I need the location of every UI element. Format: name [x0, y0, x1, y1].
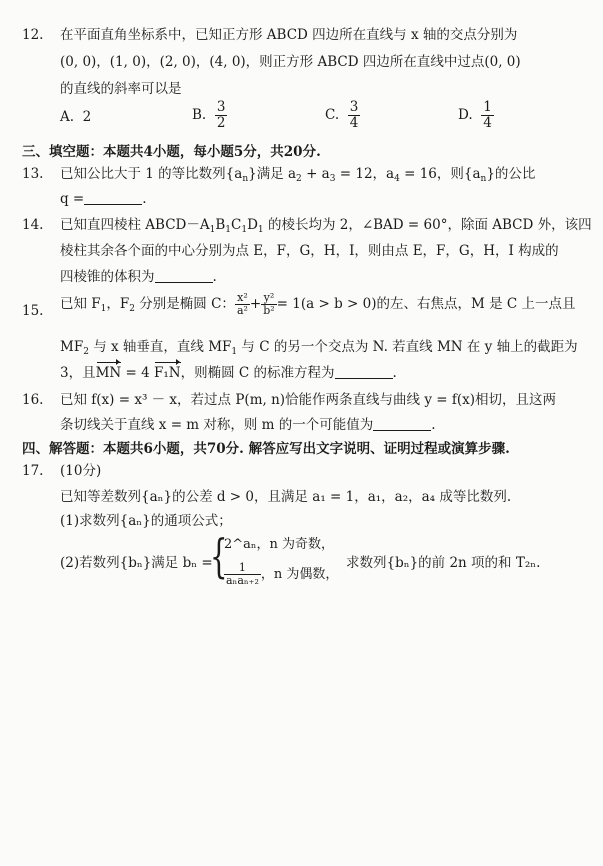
q15-fraction-x: $\frac{\text{x²}}{\text{a²}}$	[236, 291, 248, 317]
q17-part2	[0, 529, 603, 596]
q13-answer-blank[interactable]	[84, 192, 142, 205]
q15-number: 15.	[22, 303, 44, 319]
q15-fraction-y: $\frac{\text{y²}}{\text{b²}}$	[263, 291, 275, 317]
q14-text-1: 已知直四棱柱 $ABCD-A_1B_1C_1D_1$ 的棱长均为 2，∠BAD = 60°，除面 ABCD 外，该四	[60, 217, 592, 235]
q12-option-c: C. $\frac{3}{4}$	[325, 99, 359, 131]
piecewise-case-odd: 2^aₙ，n 为奇数，	[224, 537, 335, 552]
q17-part2-suffix: 求数列{bₙ}的前 2n 项的和 T₂ₙ.	[346, 555, 541, 571]
q14-text-3: 四棱锥的体积为 .	[60, 269, 217, 285]
q17-text-1: 已知等差数列{aₙ}的公差 d > 0，且满足 a₁ = 1，a₁，a₂，a₄ 成等比数列.	[60, 489, 512, 505]
q12-number: 12.	[22, 27, 44, 43]
q16-text-1: 已知 f(x) = x³ － x，若过点 P(m, n)恰能作两条直线与曲线 y = f(x)相切，且这两	[60, 392, 556, 408]
q15-answer-blank[interactable]	[335, 366, 393, 379]
piecewise-case-even: $\frac{1}{\text{aₙaₙ₊₂}}$ ，n 为偶数，	[226, 561, 339, 587]
q13-text-1: 已知公比大于 1 的等比数列$\{a_n\}$满足 $a_2 + a_3 = 12$，$a_4 = 16$，则$\{a_n\}$的公比	[60, 166, 536, 184]
q12-options	[0, 100, 603, 140]
q13-number: 13.	[22, 166, 44, 182]
q17-number: 17.	[22, 463, 44, 479]
q12-option-a: A. 2	[60, 109, 92, 125]
q12-option-d: D. $\frac{1}{4}$	[458, 99, 492, 131]
piecewise-fraction: $\frac{1}{\text{aₙaₙ₊₂}}$	[226, 561, 259, 587]
q13-text-2: q = .	[60, 191, 147, 207]
q15-text-3: 3，且MN = 4 F₁N，则椭圆 C 的标准方程为 .	[60, 365, 397, 381]
q12-option-b: B. $\frac{3}{2}$	[192, 99, 226, 131]
vector-mn: MN	[95, 365, 122, 381]
q12-option-b-fraction: $\frac{3}{2}$	[216, 99, 226, 131]
piecewise-brace: {	[210, 529, 228, 583]
q12-option-d-fraction: $\frac{1}{4}$	[483, 99, 492, 131]
q12-text-1: 在平面直角坐标系中，已知正方形 ABCD 四边所在直线与 x 轴的交点分别为	[60, 27, 518, 43]
q14-text-2: 棱柱其余各个面的中心分别为点 E，F，G，H，I，则由点 E，F，G，H，I 构成的	[60, 243, 559, 259]
q16-answer-blank[interactable]	[373, 418, 431, 431]
q15-line1	[0, 290, 603, 330]
q17-part2-prefix: (2)若数列{bₙ}满足 bₙ =	[60, 555, 213, 571]
q12-option-c-fraction: $\frac{3}{4}$	[349, 99, 359, 131]
vector-f1n: F₁N	[154, 365, 181, 381]
q16-number: 16.	[22, 392, 44, 408]
q12-text-2: (0, 0)，(1, 0)，(2, 0)，(4, 0)，则正方形 ABCD 四边所在直线中过点(0, 0)	[60, 54, 521, 70]
q17-part1-text: (1)求数列{aₙ}的通项公式；	[60, 513, 232, 529]
exam-page: 12. 在平面直角坐标系中，已知正方形 ABCD 四边所在直线与 x 轴的交点分别为 (0, 0)，(1, 0)，(2, 0)，(4, 0)，则正方形 ABCD 四边所在直线中过点(0, 0) 的直线的斜率可以是 A. 2 B. $\frac{3}{2}$ C. $\frac{3}{4}$ D. $\frac{1}{4}$ 三、填空题：本题共4小题，每小题5分，共20分. 13. 已知公比大于 1 的等比数列$\{a_n\}$满足 $a_2 + a_3 = 12$，$a_4 = 16$，则$\{a_n\}$的公比 q = . 14. 已知直四棱柱 $ABCD-A_1B_1C_1D_1$ 的棱长均为 2，∠BAD = 60°，除面 ABCD 外，该四 棱柱其余各个面的中心分别为点 E，F，G，H，I，则由点 E，F，G，H，I 构成的 四棱锥的体积为 . 15. 已知 $F_1$，$F_2$ 分别是椭圆 C： $\frac{\text{x²}}{\text{a²}}$ + $\frac{\text{y²}}{\text{b²}}$ = 1(a > b > 0)的左、右焦点，M 是 C 上一点且 $MF_2$ 与 x 轴垂直，直线 $MF_1$ 与 C 的另一个交点为 N. 若直线 MN 在 y 轴上的截距为 3，且MN = 4 F₁N，则椭圆 C 的标准方程为 . 16. 已知 f(x) = x³ － x，若过点 P(m, n)恰能作两条直线与曲线 y = f(x)相切，且这两 条切线关于直线 x = m 对称，则 m 的一个可能值为 . 四、解答题：本题共6小题，共70分. 解答应写出文字说明、证明过程或演算步骤. 17. (10分) 已知等差数列{aₙ}的公差 d > 0，且满足 a₁ = 1，a₁，a₂，a₄ 成等比数列. (1)求数列{aₙ}的通项公式； (2)若数列{bₙ}满足 bₙ = { 2^aₙ，n 为奇数， $\frac{1}{\text{aₙaₙ₊₂}}$ ，n 为偶数， 求数列{bₙ}的前 2n 项的和 T₂ₙ.	[0, 0, 603, 866]
q14-answer-blank[interactable]	[155, 270, 213, 283]
q15-text-1: 已知 $F_1$，$F_2$ 分别是椭圆 C： $\frac{\text{x²}}{\text{a²}}$ + $\frac{\text{y²}}{\text{b²}}$ = 1(a > b > 0)的左、右焦点，M 是 C 上一点且	[60, 291, 576, 317]
q15-text-2: $MF_2$ 与 x 轴垂直，直线 $MF_1$ 与 C 的另一个交点为 N. 若直线 MN 在 y 轴上的截距为	[60, 339, 578, 357]
q17-points: (10分)	[60, 463, 102, 479]
q14-number: 14.	[22, 217, 44, 233]
q16-text-2: 条切线关于直线 x = m 对称，则 m 的一个可能值为 .	[60, 417, 436, 433]
q12-text-3: 的直线的斜率可以是	[60, 81, 182, 97]
